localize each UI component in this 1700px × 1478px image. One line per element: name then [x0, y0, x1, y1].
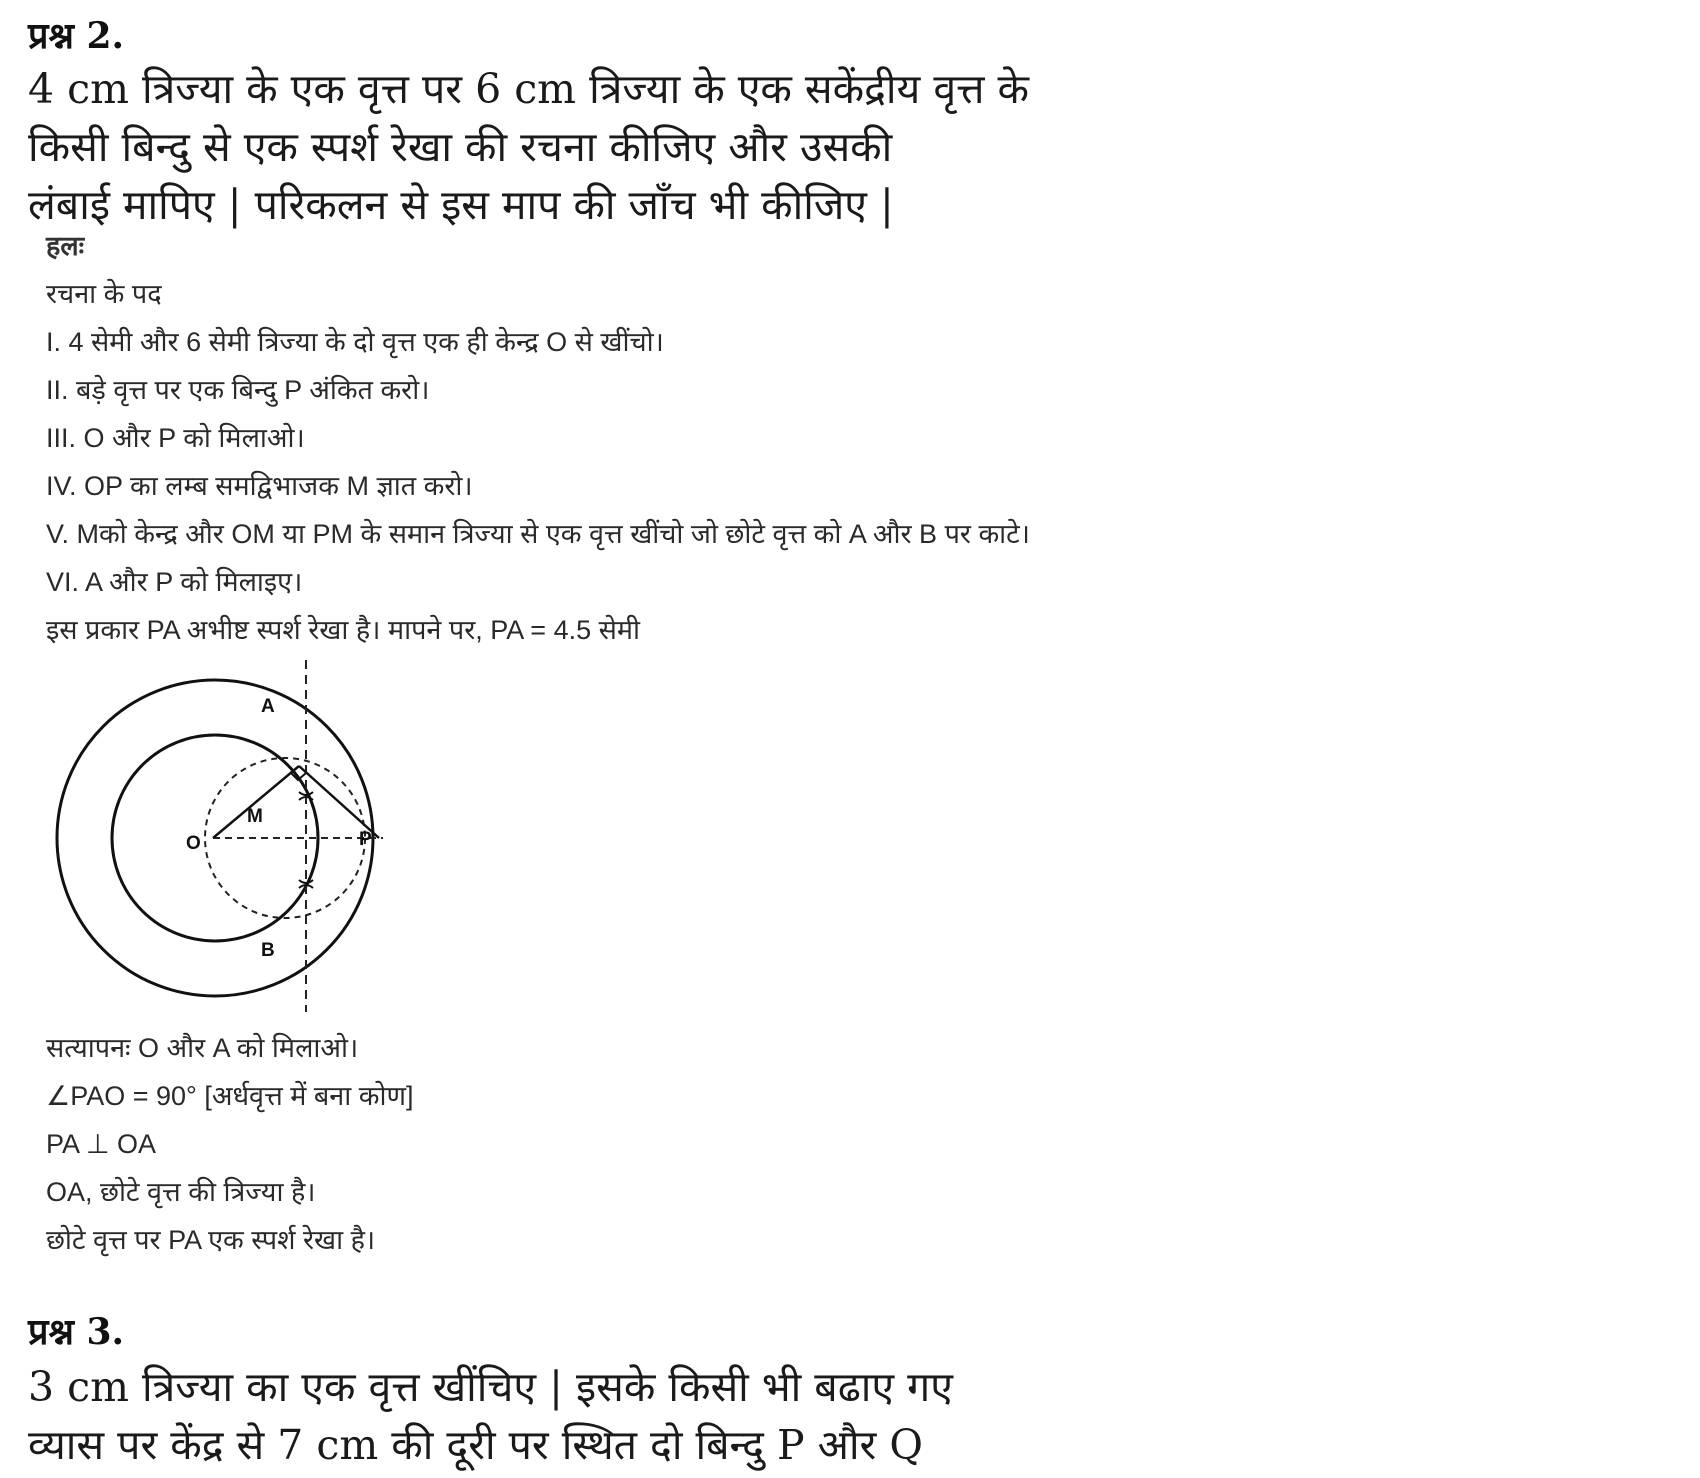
construction-step: VI. A और P को मिलाइए।: [46, 567, 303, 597]
question-2-line: 4 cm त्रिज्या के एक वृत्त पर 6 cm त्रिज्या के एक सकेंद्रीय वृत्त के: [28, 65, 1029, 113]
verification-line: OA, छोटे वृत्त की त्रिज्या है।: [46, 1177, 316, 1207]
question-2-text: [28, 60, 1029, 234]
construction-step: III. O और P को मिलाओ।: [46, 423, 305, 453]
arc-mark-lower: [299, 880, 313, 883]
construction-steps-title: रचना के पद: [46, 279, 162, 309]
label-o: O: [186, 833, 201, 854]
question-3-line: 3 cm त्रिज्या का एक वृत्त खींचिए | इसके किसी भी बढाए गए: [28, 1363, 953, 1411]
label-m: M: [247, 806, 263, 827]
label-a: A: [261, 696, 275, 717]
question-2-line: किसी बिन्दु से एक स्पर्श रेखा की रचना कीजिए और उसकी: [28, 123, 893, 171]
solution-block: [46, 222, 1030, 654]
verification-line: ∠PAO = 90° [अर्धवृत्त में बना कोण]: [46, 1081, 414, 1111]
construction-step: V. Mको केन्द्र और OM या PM के समान त्रिज्या से एक वृत्त खींचो जो छोटे वृत्त को A और B पर काटे।: [46, 519, 1031, 549]
construction-step: II. बड़े वृत्त पर एक बिन्दु P अंकित करो।: [46, 375, 430, 405]
verification-block: [46, 1024, 414, 1264]
construction-result: इस प्रकार PA अभीष्ट स्पर्श रेखा है। मापने पर, PA = 4.5 सेमी: [46, 615, 641, 645]
question-2-line: लंबाई मापिए | परिकलन से इस माप की जाँच भी कीजिए |: [28, 181, 894, 229]
line-oa: [213, 766, 299, 838]
label-b: B: [261, 940, 275, 961]
verification-line: PA ⊥ OA: [46, 1129, 157, 1159]
label-p: P: [359, 829, 372, 850]
question-3-heading: प्रश्न 3.: [28, 1311, 125, 1353]
question-2-heading: प्रश्न 2.: [28, 15, 125, 57]
verification-line: सत्यापनः O और A को मिलाओ।: [46, 1033, 359, 1063]
tangent-construction-figure: [55, 660, 395, 1020]
solution-heading: हलः: [46, 231, 85, 261]
question-3-text: [28, 1358, 953, 1474]
construction-step: IV. OP का लम्ब समद्विभाजक M ज्ञात करो।: [46, 471, 473, 501]
verification-line: छोटे वृत्त पर PA एक स्पर्श रेखा है।: [46, 1225, 376, 1255]
question-3-line: व्यास पर केंद्र से 7 cm की दूरी पर स्थित दो बिन्दु P और Q: [28, 1421, 923, 1469]
construction-step: I. 4 सेमी और 6 सेमी त्रिज्या के दो वृत्त एक ही केन्द्र O से खींचो।: [46, 327, 664, 357]
